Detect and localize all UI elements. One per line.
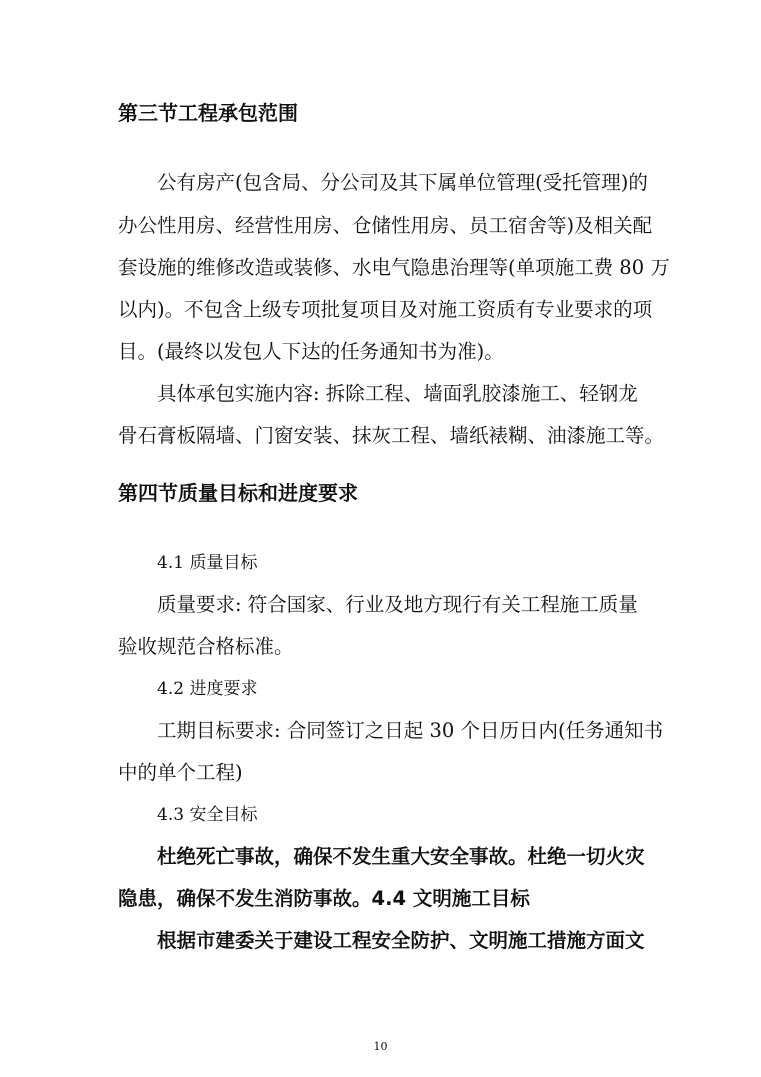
content-para-line: 具体承包实施内容: 拆除工程、墙面乳胶漆施工、轻钢龙 xyxy=(157,382,638,405)
page-number: 10 xyxy=(373,1040,388,1053)
safety-line: 杜绝死亡事故，确保不发生重大安全事故。杜绝一切火灾 xyxy=(157,845,645,868)
scope-para-line: 公有房产(包含局、分公司及其下属单位管理(受托管理)的 xyxy=(157,171,648,194)
scope-para-line: 以内)。不包含上级专项批复项目及对施工资质有专业要求的项 xyxy=(118,298,653,321)
section4-heading: 第四节质量目标和进度要求 xyxy=(118,481,358,505)
schedule-line: 工期目标要求: 合同签订之日起 30 个日历日内(任务通知书 xyxy=(157,719,664,742)
quality-line: 验收规范合格标准。 xyxy=(118,635,294,658)
quality-title: 4.1 质量目标 xyxy=(157,553,258,573)
quality-line: 质量要求: 符合国家、行业及地方现行有关工程施工质量 xyxy=(157,593,638,616)
safety-line: 隐患，确保不发生消防事故。4.4 文明施工目标 xyxy=(118,887,530,910)
scope-para-line: 套设施的维修改造或装修、水电气隐患治理等(单项施工费 80 万 xyxy=(118,256,670,279)
schedule-line: 中的单个工程) xyxy=(118,761,243,784)
scope-para-line: 办公性用房、经营性用房、仓储性用房、员工宿舍等)及相关配 xyxy=(118,214,653,237)
safety-title: 4.3 安全目标 xyxy=(157,805,258,825)
schedule-title: 4.2 进度要求 xyxy=(157,679,258,699)
section3-heading: 第三节工程承包范围 xyxy=(118,101,298,125)
civil-line: 根据市建委关于建设工程安全防护、文明施工措施方面文 xyxy=(157,929,645,952)
content-para-line: 骨石膏板隔墙、门窗安装、抹灰工程、墙纸裱糊、油漆施工等。 xyxy=(118,424,665,447)
scope-para-line: 目。(最终以发包人下达的任务通知书为准)。 xyxy=(118,340,504,363)
